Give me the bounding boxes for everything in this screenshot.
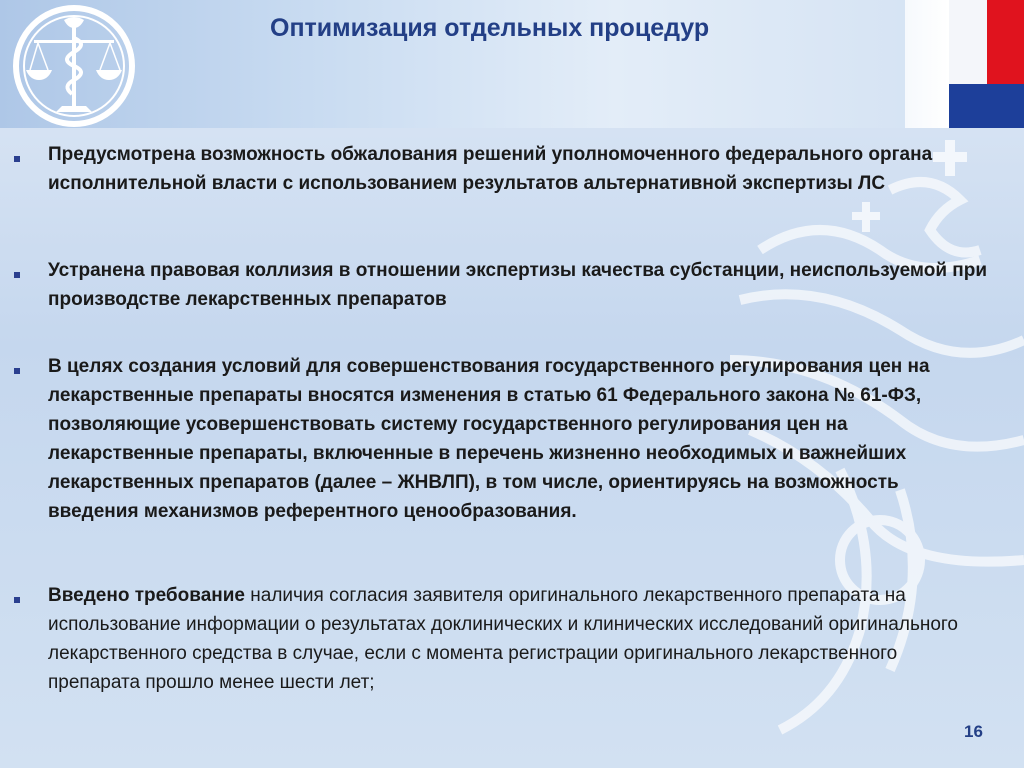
bullet-item-3: В целях создания условий для совершенствования государственного регулирования цен на лекарственные препараты вносятся изменения в статью 61 Федерального закона № 61-ФЗ, позволяющие усовершенствовать систему государственного регулирования цен на лекарственные препараты, включенные в перечень жизненно необходимых и важнейших лекарственных препаратов (далее – ЖНВЛП), в том числе, ориентируясь на возможность введения механизмов референтного ценообразования. (48, 356, 930, 522)
bullet-marker (14, 597, 20, 603)
bullet-item-4 (48, 581, 978, 697)
bullet-marker (14, 272, 20, 278)
bullet-item-1: Предусмотрена возможность обжалования решений уполномоченного федерального органа исполнительной власти с использованием результатов альтернативной экспертизы ЛС (48, 144, 933, 194)
bullet-marker (14, 156, 20, 162)
bullet-item-4-text: наличия согласия заявителя оригинального лекарственного препарата на использование информации о результатах доклинических и клинических исследований оригинального лекарственного средства в случае, если с момента регистрации оригинального лекарственного препарата прошло менее шести лет; (48, 585, 958, 693)
slide-title: Оптимизация отдельных процедур (270, 14, 710, 42)
bullet-item-4-lead: Введено требование (48, 585, 245, 606)
bullet-item-2: Устранена правовая коллизия в отношении экспертизы качества субстанции, неиспользуемой при производстве лекарственных препаратов (48, 260, 988, 310)
bullet-marker (14, 368, 20, 374)
page-number: 16 (964, 722, 983, 741)
